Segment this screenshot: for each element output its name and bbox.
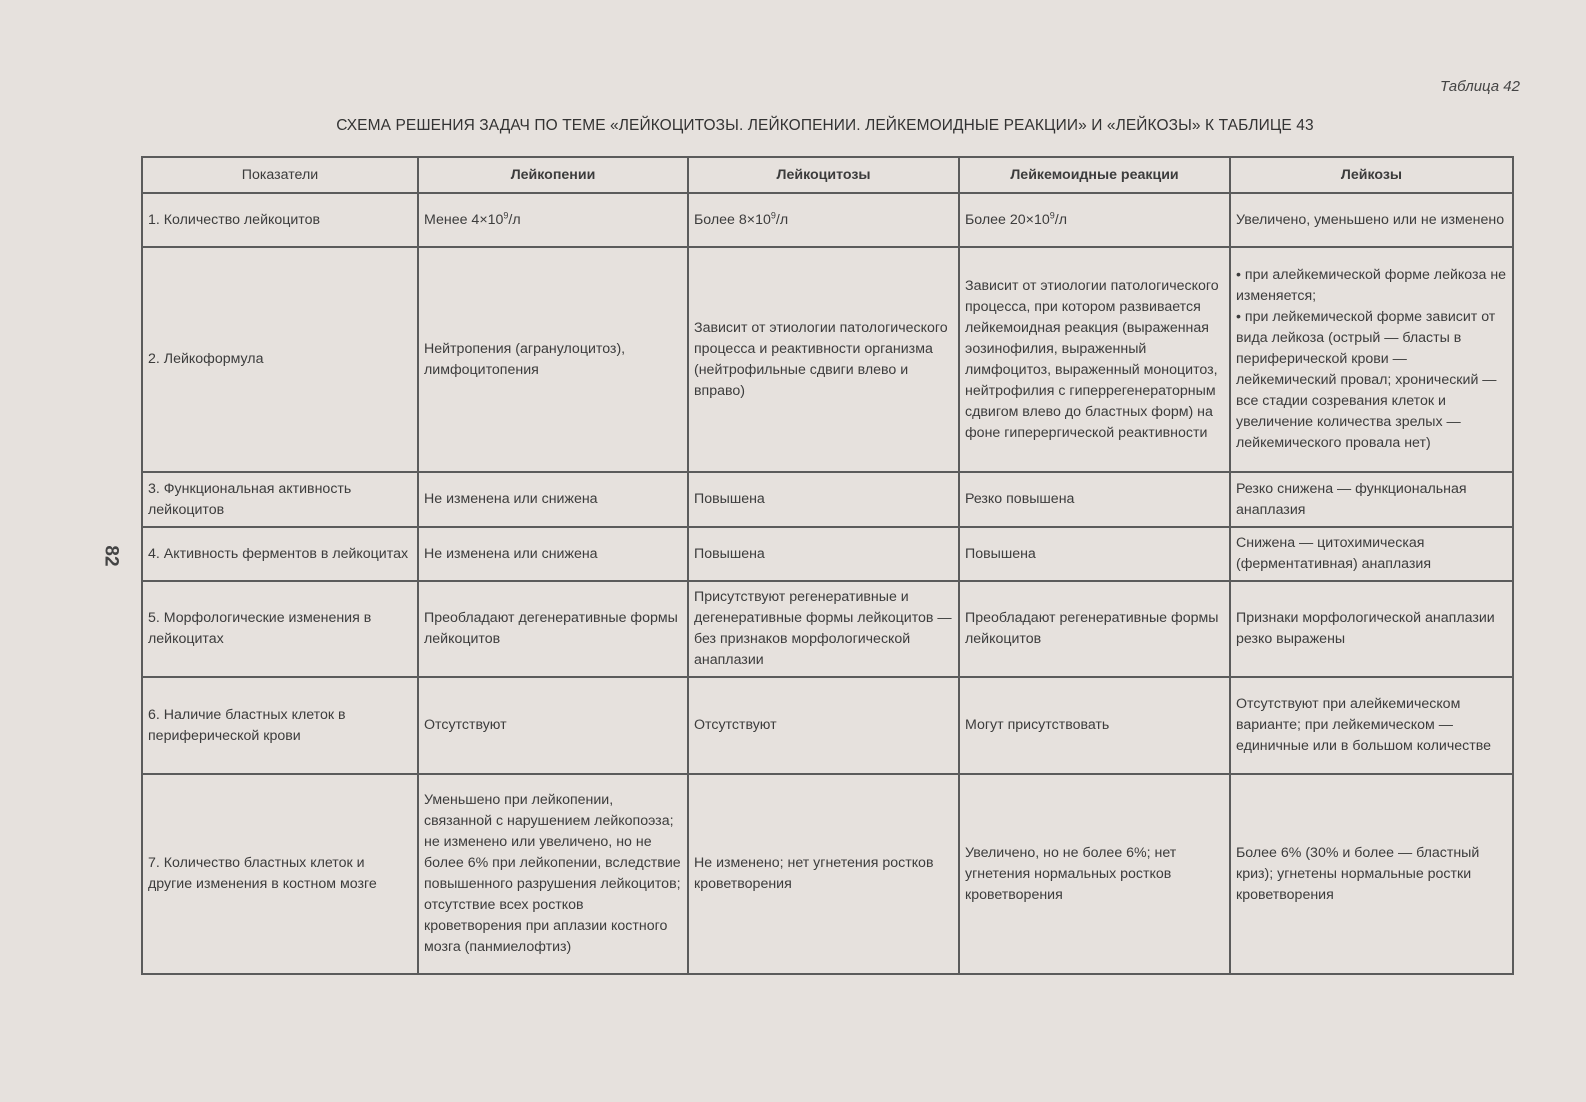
value-mantissa: Менее 4×10 xyxy=(424,211,504,228)
leukocytosis-cell: Не изменено; нет угнетения ростков кроветворения xyxy=(688,774,959,974)
leukemoid-cell: Зависит от этиологии патологического процесса, при котором развивается лейкемоидная реакция (выраженная эозинофилия, выраженный лимфоцитоз, выраженный моноцитоз, нейтрофилия с гиперрегенераторным сдвигом влево до бластных форм) на фоне гиперергической реактивности xyxy=(959,247,1230,472)
column-header-indicators: Показатели xyxy=(142,157,418,193)
leukosis-cell: Отсутствуют при алейкемическом варианте; при лейкемическом — единичные или в большом количестве xyxy=(1230,677,1513,774)
leukocytosis-cell: Зависит от этиологии патологического процесса и реактивности организма (нейтрофильные сдвиги влево и вправо) xyxy=(688,247,959,472)
leukemoid-cell: Могут присутствовать xyxy=(959,677,1230,774)
indicator-cell: 3. Функциональная активность лейкоцитов xyxy=(142,472,418,527)
column-header-leukopenia: Лейкопении xyxy=(418,157,688,193)
table-row xyxy=(142,472,1513,527)
leukosis-cell: Резко снижена — функциональная анаплазия xyxy=(1230,472,1513,527)
indicator-cell: 6. Наличие бластных клеток в периферической крови xyxy=(142,677,418,774)
value-unit: /л xyxy=(508,211,521,228)
table-row xyxy=(142,247,1513,472)
table-row xyxy=(142,677,1513,774)
leukosis-cell xyxy=(1230,247,1513,472)
indicator-cell: 4. Активность ферментов в лейкоцитах xyxy=(142,527,418,581)
value-unit: /л xyxy=(775,211,789,228)
indicator-cell: 5. Морфологические изменения в лейкоцитах xyxy=(142,581,418,677)
leukopenia-cell: Не изменена или снижена xyxy=(418,472,688,527)
leukemoid-cell: Резко повышена xyxy=(959,472,1230,527)
page-number: 82 xyxy=(100,545,122,567)
leukosis-cell: Признаки морфологической анаплазии резко выражены xyxy=(1230,581,1513,677)
table-row xyxy=(142,581,1513,677)
value-exponent: 9 xyxy=(1049,209,1055,220)
table-number-label: Таблица 42 xyxy=(1439,78,1520,95)
leukosis-formula-text: • при алейкемической форме лейкоза не изменяется; • при лейкемической форме зависит от вида лейкоза (острый — бласты в периферической крови — лейкемический провал; хронический — все стадии созревания клеток и увеличение количества зрелых — лейкемического провала нет) xyxy=(1236,267,1507,451)
leukemoid-cell: Преобладают регенеративные формы лейкоцитов xyxy=(959,581,1230,677)
table-header-row xyxy=(142,157,1513,193)
leukopenia-cell: Уменьшено при лейкопении, связанной с нарушением лейкопоэза; не изменено или увеличено, но не более 6% при лейкопении, вследствие повышенного разрушения лейкоцитов; отсутствие всех ростков кроветворения при аплазии костного мозга (панмиелофтиз) xyxy=(418,774,688,974)
column-header-leukocytosis: Лейкоцитозы xyxy=(688,157,959,193)
value-mantissa: Более 20×10 xyxy=(965,211,1050,228)
value-unit: /л xyxy=(1054,211,1067,228)
leukocytosis-cell xyxy=(688,193,959,247)
leukosis-cell: Более 6% (30% и более — бластный криз); угнетены нормальные ростки кроветворения xyxy=(1230,774,1513,974)
table-row xyxy=(142,527,1513,581)
value-exponent: 9 xyxy=(770,209,776,220)
leukemoid-cell: Увеличено, но не более 6%; нет угнетения нормальных ростков кроветворения xyxy=(959,774,1230,974)
leukocytosis-cell: Отсутствуют xyxy=(688,677,959,774)
leukemoid-cell: Повышена xyxy=(959,527,1230,581)
table-row xyxy=(142,193,1513,247)
leukosis-cell: Увеличено, уменьшено или не изменено xyxy=(1230,193,1513,247)
leukemoid-cell xyxy=(959,193,1230,247)
leukocyte-scheme-table xyxy=(141,156,1514,975)
leukopenia-cell xyxy=(418,193,688,247)
indicator-cell: 2. Лейкоформула xyxy=(142,247,418,472)
leukosis-cell: Снижена — цитохимическая (ферментативная) анаплазия xyxy=(1230,527,1513,581)
leukocytosis-cell: Повышена xyxy=(688,472,959,527)
leukopenia-cell: Не изменена или снижена xyxy=(418,527,688,581)
indicator-cell: 7. Количество бластных клеток и другие изменения в костном мозге xyxy=(142,774,418,974)
column-header-leukemoid-reactions: Лейкемоидные реакции xyxy=(959,157,1230,193)
column-header-leukosis: Лейкозы xyxy=(1230,157,1513,193)
leukocytosis-cell: Повышена xyxy=(688,527,959,581)
indicator-cell: 1. Количество лейкоцитов xyxy=(142,193,418,247)
leukocytosis-cell: Присутствуют регенеративные и дегенеративные формы лейкоцитов — без признаков морфологической анаплазии xyxy=(688,581,959,677)
leukopenia-cell: Отсутствуют xyxy=(418,677,688,774)
page-title: СХЕМА РЕШЕНИЯ ЗАДАЧ ПО ТЕМЕ «ЛЕЙКОЦИТОЗЫ. ЛЕЙКОПЕНИИ. ЛЕЙКЕМОИДНЫЕ РЕАКЦИИ» И «ЛЕЙКОЗЫ» К ТАБЛИЦЕ 43 xyxy=(336,117,1314,134)
value-exponent: 9 xyxy=(503,209,509,220)
value-mantissa: Более 8×10 xyxy=(694,211,771,228)
leukopenia-cell: Нейтропения (агранулоцитоз), лимфоцитопения xyxy=(418,247,688,472)
leukopenia-cell: Преобладают дегенеративные формы лейкоцитов xyxy=(418,581,688,677)
table-row xyxy=(142,774,1513,974)
